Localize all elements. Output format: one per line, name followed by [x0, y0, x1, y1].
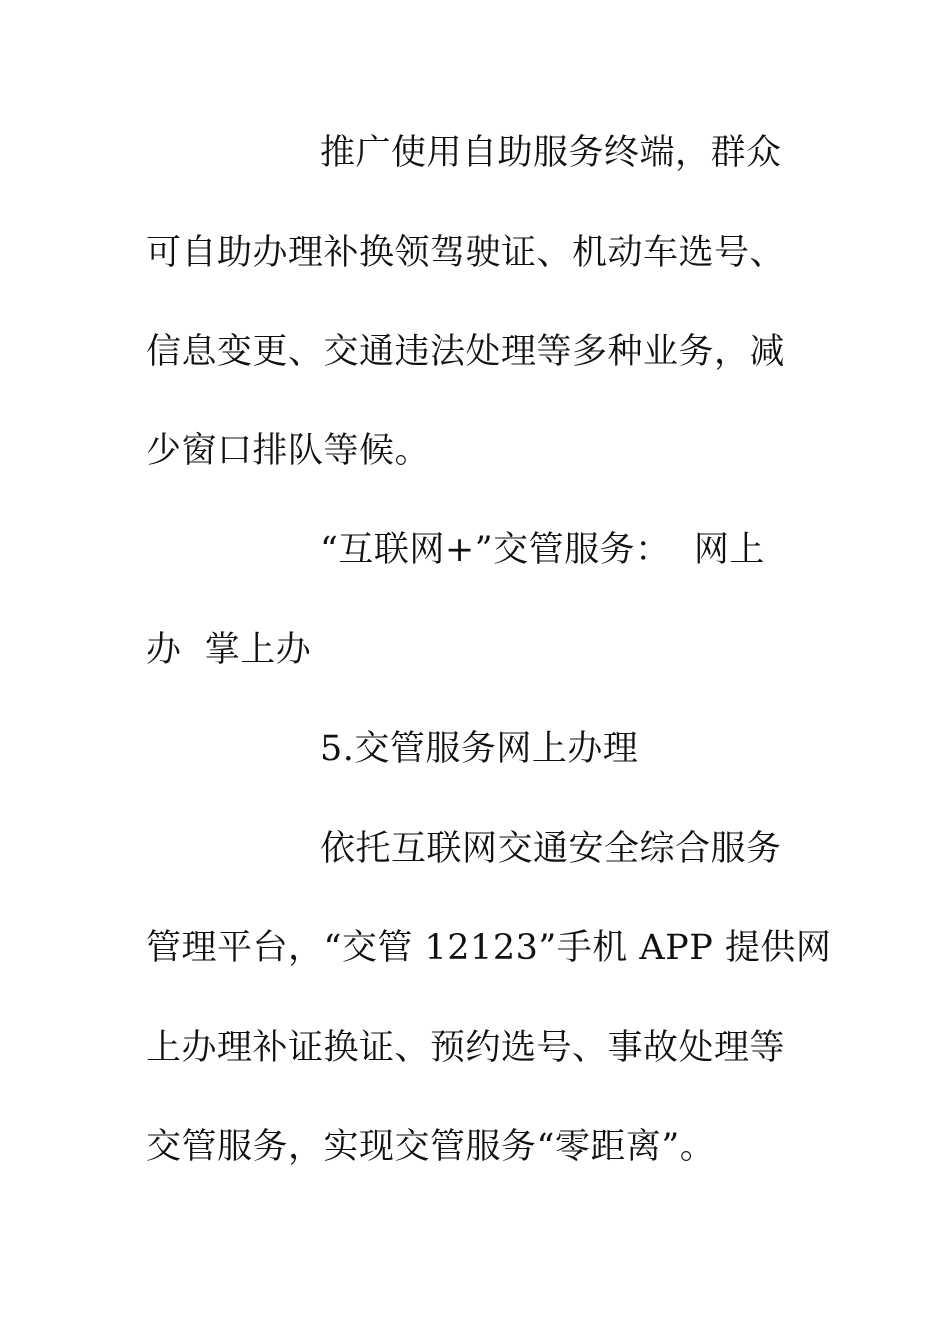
paragraph-line-10: 上办理补证换证、预约选号、事故处理等 — [146, 1028, 786, 1068]
paragraph-line-6: 办 掌上办 — [146, 630, 312, 670]
paragraph-line-5: “互联网+”交管服务： 网上 — [320, 530, 765, 570]
paragraph-line-3: 信息变更、交通违法处理等多种业务，减 — [146, 332, 786, 372]
paragraph-line-9: 管理平台，“交管 12123”手机 APP 提供网 — [146, 928, 832, 968]
paragraph-line-11: 交管服务，实现交管服务“零距离”。 — [146, 1127, 716, 1167]
paragraph-line-4: 少窗口排队等候。 — [146, 431, 431, 471]
paragraph-line-2: 可自助办理补换领驾驶证、机动车选号、 — [146, 233, 786, 273]
paragraph-line-8: 依托互联网交通安全综合服务 — [320, 829, 782, 869]
section-heading: 5.交管服务网上办理 — [320, 729, 639, 769]
paragraph-line-1: 推广使用自助服务终端，群众 — [320, 133, 782, 173]
